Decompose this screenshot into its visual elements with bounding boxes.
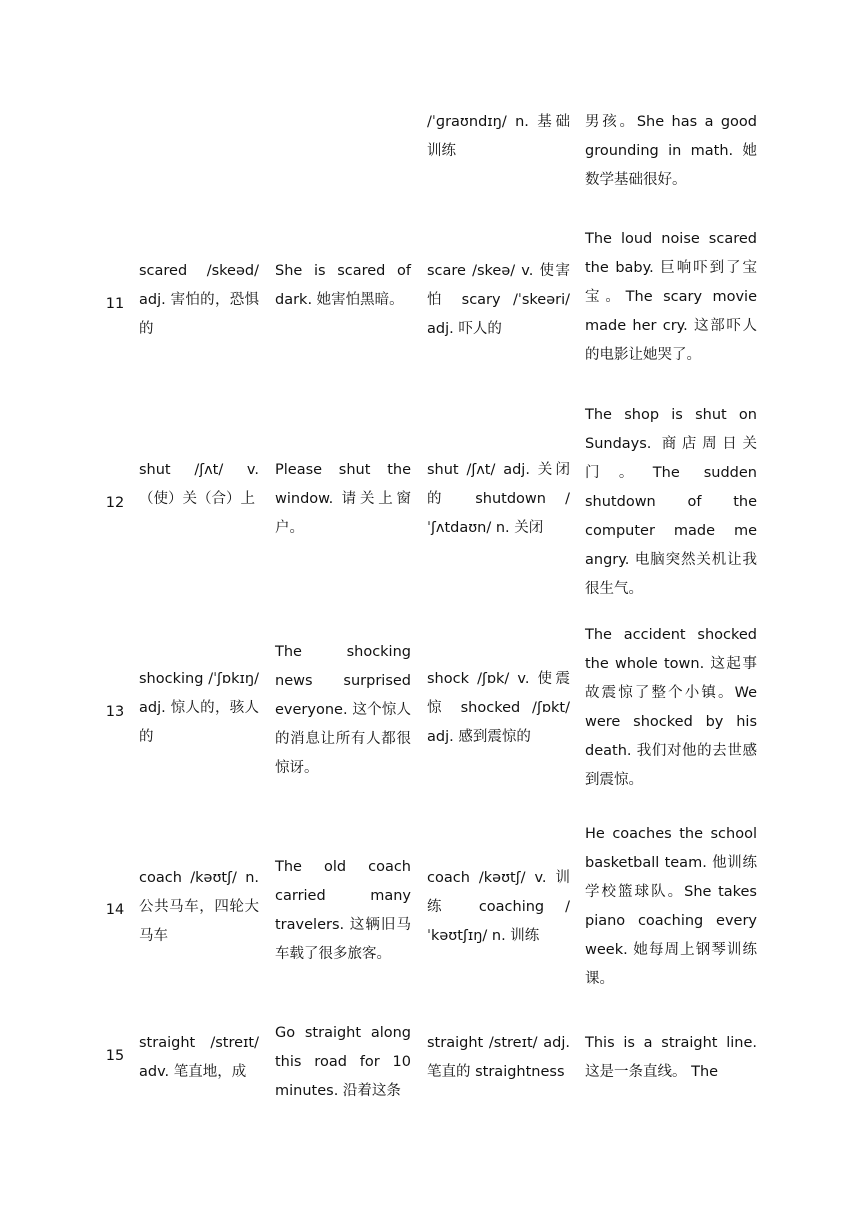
derivatives: scare /skeə/ v. 使害怕 scary /ˈskeəri/ adj. 吓人的 [427, 263, 570, 337]
example-sentence: She is scared of dark. 她害怕黑暗。 [275, 263, 411, 308]
word-entry: coach /kəʊtʃ/ n. 公共马车，四轮大马车 [139, 870, 259, 944]
example-sentence: The shocking news surprised everyone. 这个惊人的消息让所有人都很惊讶。 [275, 644, 411, 776]
derivatives: shock /ʃɒk/ v. 使震惊 shocked /ʃɒkt/ adj. 感到震惊的 [427, 671, 570, 745]
example-sentence: Go straight along this road for 10 minutes. 沿着这条 [275, 1025, 411, 1099]
derivatives: coach /kəʊtʃ/ v. 训练 coaching /ˈkəʊtʃɪŋ/ n. 训练 [427, 870, 570, 944]
derivative-examples: This is a straight line. 这是一条直线。 The [585, 1035, 757, 1080]
example-sentence: The old coach carried many travelers. 这辆旧马车载了很多旅客。 [275, 859, 411, 962]
row-number: 15 [105, 1048, 125, 1064]
derivatives: straight /streɪt/ adj. 笔直的 straightness [427, 1035, 570, 1080]
derivatives: shut /ʃʌt/ adj. 关闭的 shutdown /ˈʃʌtdaʊn/ n. 关闭 [427, 462, 570, 536]
word-entry: shut /ʃʌt/ v. （使）关（合）上 [139, 462, 259, 507]
derivative-examples: The shop is shut on Sundays. 商店周日关门。The sudden shutdown of the computer made me angry. 电脑突然关机让我很生气。 [585, 407, 757, 597]
word-entry: straight /streɪt/ adv. 笔直地，成 [139, 1035, 259, 1080]
derivative-examples: The loud noise scared the baby. 巨响吓到了宝宝。The scary movie made her cry. 这部吓人的电影让她哭了。 [585, 231, 757, 363]
continuation-derivative: /ˈɡraʊndɪŋ/ n. 基础训练 [427, 114, 570, 159]
row-number: 14 [105, 902, 125, 918]
example-sentence: Please shut the window. 请关上窗户。 [275, 462, 411, 536]
continuation-example: 男孩。She has a good grounding in math. 她数学基础很好。 [585, 114, 757, 188]
word-entry: shocking /ˈʃɒkɪŋ/ adj. 惊人的，骇人的 [139, 671, 259, 745]
word-entry: scared /skeəd/ adj. 害怕的，恐惧的 [139, 263, 259, 337]
row-number: 12 [105, 495, 125, 511]
derivative-examples: He coaches the school basketball team. 他训练学校篮球队。She takes piano coaching every week. 她每周上钢琴训练课。 [585, 826, 757, 987]
row-number: 11 [105, 296, 125, 312]
derivative-examples: The accident shocked the whole town. 这起事故震惊了整个小镇。We were shocked by his death. 我们对他的去世感到震惊。 [585, 627, 757, 788]
row-number: 13 [105, 704, 125, 720]
